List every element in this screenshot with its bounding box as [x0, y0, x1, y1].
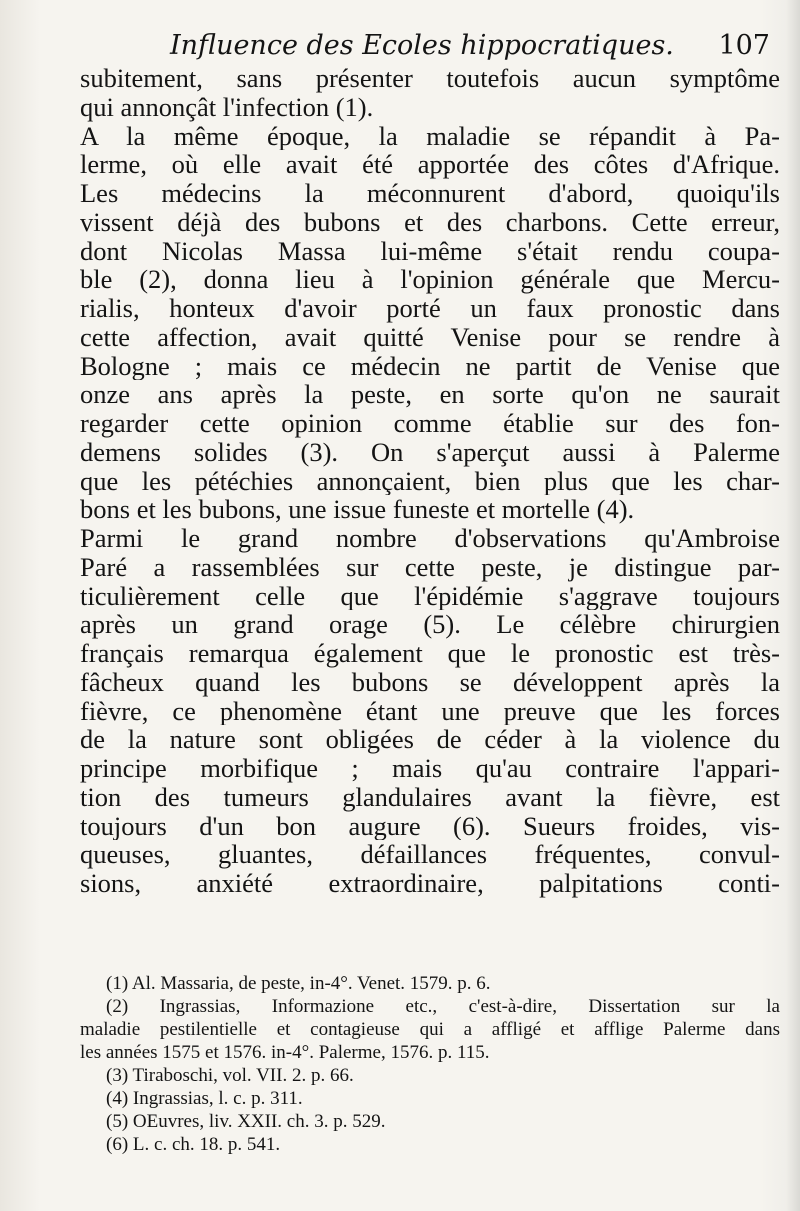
- text-line: fièvre, ce phenomène étant une preuve que les forces: [80, 696, 780, 726]
- text-line: Parmi le grand nombre d'observations qu'Ambroise: [80, 524, 780, 553]
- text-line: lerme, où elle avait été apportée des côtes d'Afrique.: [80, 150, 780, 179]
- text-line: Les médecins la méconnurent d'abord, quoiqu'ils: [80, 179, 780, 208]
- text-line: après un grand orage (5). Le célèbre chirurgien: [80, 610, 780, 639]
- footnote: (4) Ingrassias, l. c. p. 311.: [106, 1088, 303, 1109]
- text-line: que les pétéchies annonçaient, bien plus que les char-: [80, 466, 780, 496]
- text-line: tion des tumeurs glandulaires avant la fièvre, est: [80, 782, 780, 812]
- text-line: français remarqua également que le pronostic est très-: [80, 639, 780, 668]
- footnote: (5) OEuvres, liv. XXII. ch. 3. p. 529.: [106, 1111, 386, 1132]
- body-text: [80, 64, 780, 898]
- text-line: toujours d'un bon augure (6). Sueurs froides, vis-: [80, 811, 780, 841]
- text-line: de la nature sont obligées de céder à la violence du: [80, 725, 780, 754]
- text-line: demens solides (3). On s'aperçut aussi à Palerme: [80, 437, 780, 467]
- footnote-continuation: maladie pestilentielle et contagieuse qui a affligé et afflige Palerme dans: [80, 1019, 780, 1040]
- text-line: Paré a rassemblées sur cette peste, je distingue par-: [80, 552, 780, 582]
- footnotes: [80, 972, 780, 1156]
- footnote: (2) Ingrassias, Informazione etc., c'est-à-dire, Dissertation sur la: [106, 996, 780, 1017]
- text-line: qui annonçât l'infection (1).: [80, 92, 374, 122]
- text-line: principe morbifique ; mais qu'au contraire l'appari-: [80, 754, 780, 783]
- footnote: (6) L. c. ch. 18. p. 541.: [106, 1134, 281, 1155]
- text-line: bons et les bubons, une issue funeste et mortelle (4).: [80, 495, 635, 524]
- text-line: subitement, sans présenter toutefois aucun symptôme: [80, 64, 780, 93]
- text-line: ticulièrement celle que l'épidémie s'aggrave toujours: [80, 581, 780, 611]
- running-header: [170, 26, 770, 66]
- text-line: dont Nicolas Massa lui-même s'était rendu coupa-: [80, 236, 780, 266]
- text-line: Bologne ; mais ce médecin ne partit de Venise que: [80, 351, 780, 381]
- text-line: A la même époque, la maladie se répandit à Pa-: [80, 121, 780, 151]
- text-line: fâcheux quand les bubons se développent après la: [80, 667, 780, 697]
- text-line: onze ans après la peste, en sorte qu'on ne saurait: [80, 380, 780, 409]
- footnote: (3) Tiraboschi, vol. VII. 2. p. 66.: [106, 1065, 354, 1086]
- text-line: rialis, honteux d'avoir porté un faux pronostic dans: [80, 294, 780, 323]
- page-number: 107: [718, 30, 770, 61]
- text-line: sions, anxiété extraordinaire, palpitations conti-: [80, 869, 780, 898]
- footnote: (1) Al. Massaria, de peste, in-4°. Venet. 1579. p. 6.: [106, 973, 491, 994]
- running-title: Influence des Ecoles hippocratiques.: [170, 30, 674, 61]
- text-line: cette affection, avait quitté Venise pour se rendre à: [80, 322, 780, 352]
- text-line: vissent déjà des bubons et des charbons. Cette erreur,: [80, 207, 780, 237]
- text-line: regarder cette opinion comme établie sur des fon-: [80, 409, 780, 438]
- footnote-continuation: les années 1575 et 1576. in-4°. Palerme, 1576. p. 115.: [80, 1042, 490, 1063]
- text-line: ble (2), donna lieu à l'opinion générale que Mercu-: [80, 265, 780, 294]
- text-line: queuses, gluantes, défaillances fréquentes, convul-: [80, 840, 780, 869]
- page-edge-shadow: [786, 0, 800, 1211]
